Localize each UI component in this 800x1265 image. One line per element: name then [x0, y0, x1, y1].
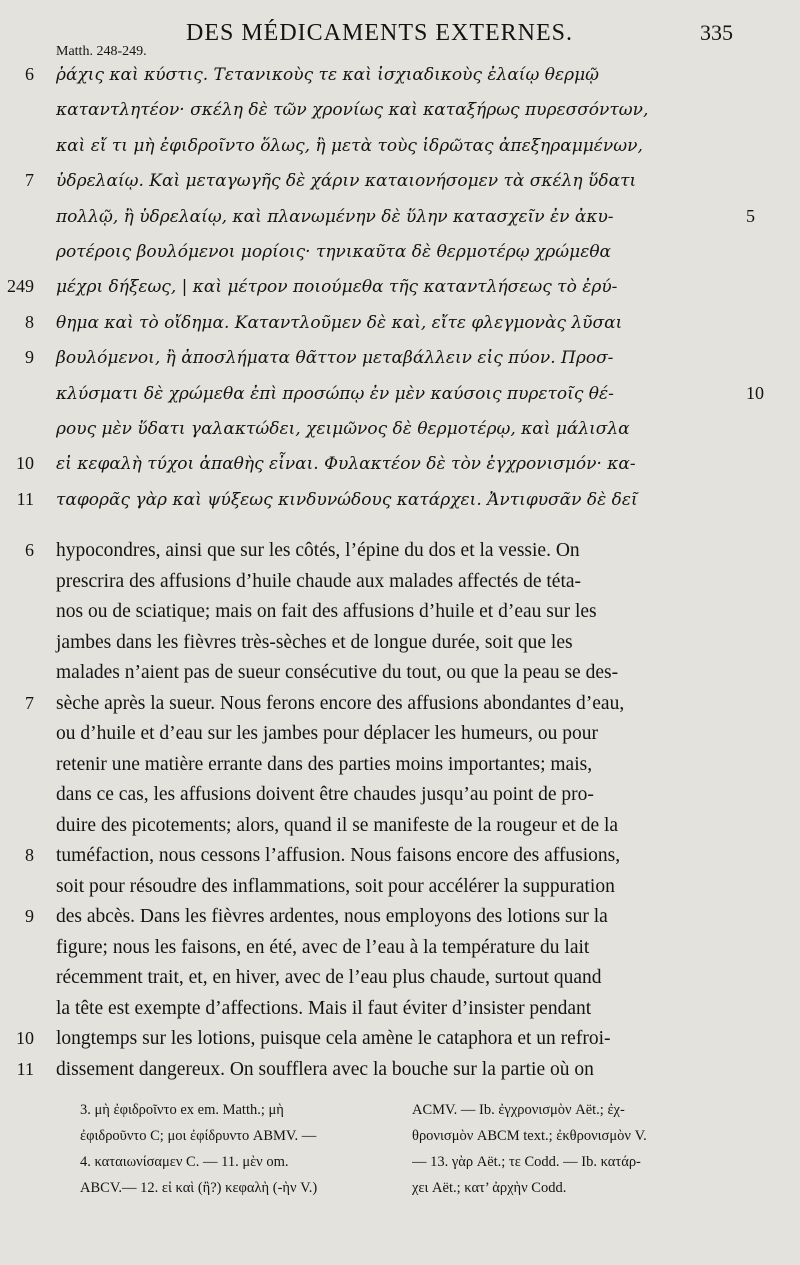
line-number: 8 [25, 311, 34, 332]
footnote-line: ACMV. — Ib. ἐγχρονισμὸν Aët.; ἐχ- [412, 1102, 625, 1118]
line-number: 9 [25, 906, 34, 926]
greek-line: καταντλητέον· σκέλη δὲ τῶν χρονίως καὶ καταξήρως πυρεσσόντων, [56, 100, 649, 121]
french-line: dissement dangereux. On soufflera avec la bouche sur la partie où on [56, 1058, 594, 1080]
greek-line: θημα καὶ τὸ οἴδημα. Καταντλοῦμεν δὲ καὶ, εἴτε φλεγμονὰς λῦσαι [56, 312, 623, 333]
footnote-line: ABCV.— 12. εἰ καὶ (ἢ?) κεφαλὴ (-ὴν V.) [80, 1180, 318, 1196]
line-number: 9 [25, 347, 34, 368]
greek-line: ῥάχις καὶ κύστις. Τετανικοὺς τε καὶ ἰσχιαδικοὺς ἐλαίῳ θερμῷ [56, 65, 599, 85]
line-number: 11 [16, 488, 34, 509]
line-number: 6 [25, 540, 34, 560]
french-line: des abcès. Dans les fièvres ardentes, nous employons des lotions sur la [56, 906, 608, 927]
greek-line: καὶ εἴ τι μὴ ἐφιδροῖντο ὅλως, ἢ μετὰ τοὺς ἱδρῶτας ἀπεξηραμμένων, [56, 135, 643, 156]
greek-line: βουλόμενοι, ἢ ἀποσλήματα θᾶττον μεταβάλλειν εἰς πύον. Προσ- [56, 348, 614, 369]
footnote-line: 3. μὴ ἐφιδροῖντο ex em. Matth.; μὴ [80, 1102, 284, 1118]
french-line: duire des picotements; alors, quand il se manifeste de la rougeur et de la [56, 814, 619, 836]
french-line: ou d’huile et d’eau sur les jambes pour déplacer les humeurs, ou pour [56, 723, 599, 744]
french-line: longtemps sur les lotions, puisque cela amène le cataphora et un refroi- [56, 1028, 611, 1049]
footnote-line: χει Aët.; κατ’ ἀρχὴν Codd. [412, 1180, 567, 1196]
line-number: 8 [25, 845, 34, 865]
french-line: jambes dans les fièvres très-sèches et de longue durée, soit que les [56, 631, 573, 653]
line-number: 7 [25, 692, 34, 713]
line-number: 7 [25, 170, 34, 191]
manuscript-reference: Matth. 248-249. [56, 44, 147, 59]
french-line: sèche après la sueur. Nous ferons encore des affusions abondantes d’eau, [56, 692, 625, 714]
margin-line-number: 5 [746, 205, 755, 226]
footnote-line: ἐφιδροῦντο C; μοι ἐφίδρυντο ABMV. — [80, 1128, 317, 1144]
greek-line: ρους μὲν ὕδατι γαλακτώδει, χειμῶνος δὲ θερμοτέρῳ, καὶ μάλισλα [56, 419, 630, 439]
line-number: 11 [16, 1058, 34, 1079]
line-number: 10 [16, 1028, 34, 1048]
page-header [0, 6, 800, 46]
margin-line-number: 10 [746, 382, 764, 403]
footnote-line: 4. καταιωνίσαμεν C. — 11. μὲν om. [80, 1154, 289, 1170]
french-line: malades n’aient pas de sueur consécutive du tout, ou que la peau se des- [56, 662, 619, 683]
french-line: hypocondres, ainsi que sur les côtés, l’épine du dos et la vessie. On [56, 540, 580, 561]
greek-line: πολλῷ, ἢ ὑδρελαίῳ, καὶ πλανωμένην δὲ ὕλην κατασχεῖν ἐν ἀκυ- [56, 206, 614, 227]
line-number: 10 [16, 453, 34, 474]
french-line: prescrira des affusions d’huile chaude aux malades affectés de téta- [56, 570, 582, 592]
greek-line: εἰ κεφαλὴ τύχοι ἀπαθὴς εἶναι. Φυλακτέον δὲ τὸν ἐγχρονισμόν· κα- [56, 454, 636, 475]
french-line: tuméfaction, nous cessons l’affusion. Nous faisons encore des affusions, [56, 845, 621, 866]
greek-line: μέχρι δήξεως, | καὶ μέτρον ποιούμεθα τῆς καταντλήσεως τὸ ἐρύ- [56, 277, 618, 298]
page-number: 335 [700, 20, 733, 45]
footnote-line: θρονισμὸν ABCM text.; ἐκθρονισμὸν V. [412, 1128, 647, 1144]
greek-line: ὑδρελαίῳ. Καὶ μεταγωγῆς δὲ χάριν καταιονήσομεν τὰ σκέλη ὕδατι [56, 171, 637, 192]
greek-line: ροτέροις βουλόμενοι μορίοις· τηνικαῦτα δὲ θερμοτέρῳ χρώμεθα [56, 242, 612, 262]
french-line: récemment trait, et, en hiver, avec de l’eau plus chaude, surtout quand [56, 967, 602, 988]
french-line: dans ce cas, les affusions doivent être chaudes jusqu’au point de pro- [56, 784, 594, 805]
line-number: 6 [25, 64, 34, 84]
french-line: retenir une matière errante dans des parties moins importantes; mais, [56, 753, 593, 775]
french-line: la tête est exempte d’affections. Mais il faut éviter d’insister pendant [56, 997, 592, 1019]
greek-line: κλύσματι δὲ χρώμεθα ἐπὶ προσώπῳ ἐν μὲν καύσοις πυρετοῖς θέ- [56, 383, 614, 404]
french-line: figure; nous les faisons, en été, avec de l’eau à la température du lait [56, 936, 590, 958]
running-title: DES MÉDICAMENTS EXTERNES. [186, 20, 574, 46]
line-number: 249 [7, 276, 34, 297]
greek-line: ταφορᾶς γὰρ καὶ ψύξεως κινδυνώδους κατάρχει. Ἀντιφυσᾶν δὲ δεῖ [56, 489, 638, 510]
french-line: nos ou de sciatique; mais on fait des affusions d’huile et d’eau sur les [56, 601, 597, 622]
footnote-line: — 13. γὰρ Aët.; τε Codd. — Ib. κατάρ- [412, 1154, 641, 1170]
french-line: soit pour résoudre des inflammations, soit pour accélérer la suppuration [56, 875, 615, 897]
